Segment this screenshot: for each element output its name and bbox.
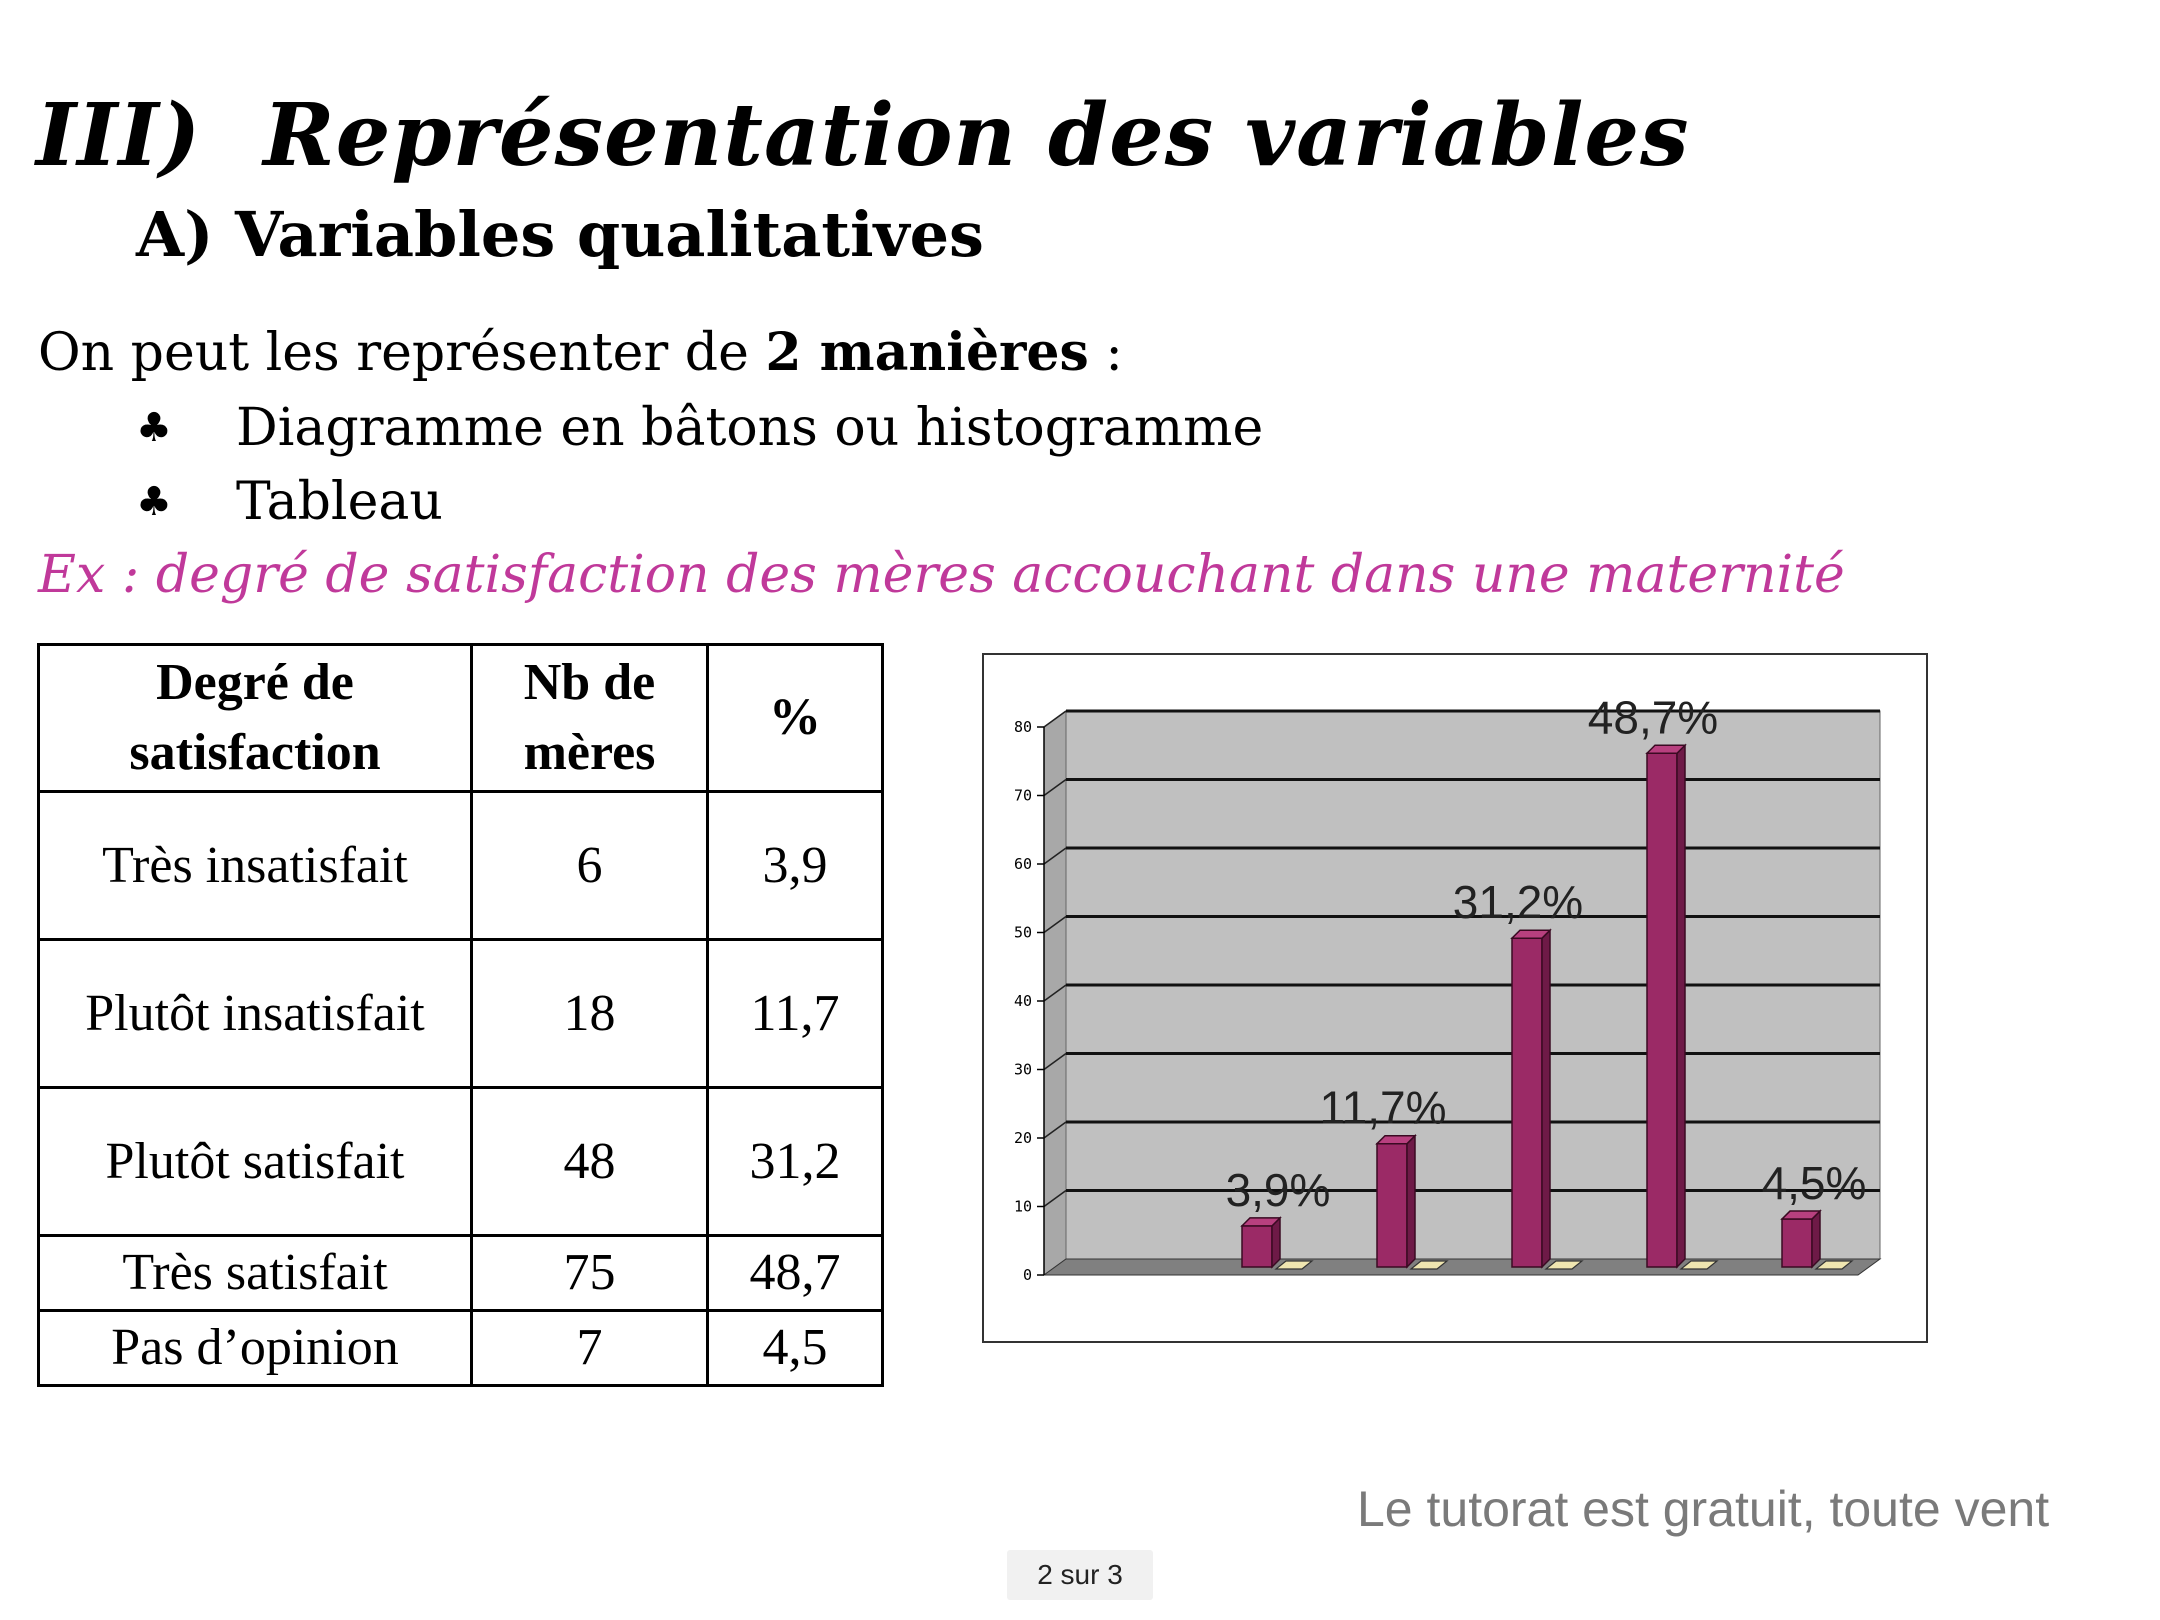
data-label: 11,7%	[1319, 1081, 1447, 1134]
table-cell: Plutôt insatisfait	[39, 940, 472, 1088]
table-cell: Très satisfait	[39, 1236, 472, 1311]
table-cell: Plutôt satisfait	[39, 1088, 472, 1236]
table-header-row	[39, 645, 883, 792]
y-tick-label: 50	[1013, 923, 1032, 942]
bar	[1647, 753, 1677, 1267]
bar	[1242, 1226, 1272, 1267]
table-row	[39, 1311, 883, 1386]
data-label: 31,2%	[1452, 876, 1584, 929]
bar	[1377, 1144, 1407, 1267]
table-cell: Pas d’opinion	[39, 1311, 472, 1386]
y-tick-label: 80	[1013, 718, 1032, 736]
section-number: III)	[36, 85, 202, 186]
data-label: 48,7%	[1587, 691, 1719, 744]
y-tick-label: 40	[1013, 992, 1032, 1010]
bar-chart-svg	[984, 655, 1926, 1341]
table-cell: 48,7	[708, 1236, 883, 1311]
table-cell: 7	[472, 1311, 708, 1386]
bar	[1512, 938, 1542, 1267]
y-tick-label: 10	[1013, 1197, 1032, 1216]
club-icon: ♣	[136, 479, 172, 525]
table-row	[39, 792, 883, 940]
table-cell: 18	[472, 940, 708, 1088]
table-cell: 4,5	[708, 1311, 883, 1386]
table-header: Degré de satisfaction	[39, 645, 472, 792]
table-cell: 11,7	[708, 940, 883, 1088]
table-cell: 75	[472, 1236, 708, 1311]
table-cell: 48	[472, 1088, 708, 1236]
bar	[1782, 1219, 1812, 1267]
table-row	[39, 940, 883, 1088]
footer-note: Le tutorat est gratuit, toute vent	[1357, 1481, 2050, 1537]
y-tick-label: 70	[1013, 786, 1032, 805]
table-cell: 3,9	[708, 792, 883, 940]
table-header: Nb de mères	[472, 645, 708, 792]
table-cell: Très insatisfait	[39, 792, 472, 940]
table-cell: 31,2	[708, 1088, 883, 1236]
bullet-item	[136, 472, 443, 532]
satisfaction-table	[37, 643, 884, 1387]
data-label: 4,5%	[1761, 1157, 1867, 1210]
intro-after: :	[1088, 323, 1123, 383]
page-indicator: 2 sur 3	[1007, 1550, 1153, 1600]
intro-text	[38, 322, 1123, 383]
intro-bold: 2 manières	[765, 322, 1089, 383]
table-row	[39, 1088, 883, 1236]
bullet-item	[136, 398, 1263, 458]
bar-side	[1407, 1136, 1415, 1267]
section-heading	[36, 85, 1690, 186]
table-header: %	[708, 645, 883, 792]
bar-side	[1542, 930, 1550, 1267]
table-row	[39, 1236, 883, 1311]
y-tick-label: 30	[1013, 1060, 1032, 1079]
plot-floor	[1044, 1259, 1880, 1275]
bullet-text: Diagramme en bâtons ou histogramme	[236, 398, 1264, 458]
bullet-text: Tableau	[236, 472, 443, 532]
club-icon: ♣	[136, 405, 172, 451]
y-tick-label: 60	[1013, 855, 1032, 873]
intro-before: On peut les représenter de	[38, 323, 766, 383]
example-caption: Ex : degré de satisfaction des mères accouchant dans une maternité	[38, 545, 1845, 605]
y-tick-label: 0	[1022, 1266, 1032, 1284]
y-tick-label: 20	[1013, 1129, 1032, 1147]
bar-side	[1812, 1211, 1820, 1267]
bar-chart	[982, 653, 1928, 1343]
subsection-heading: A) Variables qualitatives	[136, 198, 984, 271]
section-title: Représentation des variables	[263, 85, 1690, 186]
data-label: 3,9%	[1225, 1163, 1331, 1216]
bar-side	[1677, 745, 1685, 1267]
table-cell: 6	[472, 792, 708, 940]
